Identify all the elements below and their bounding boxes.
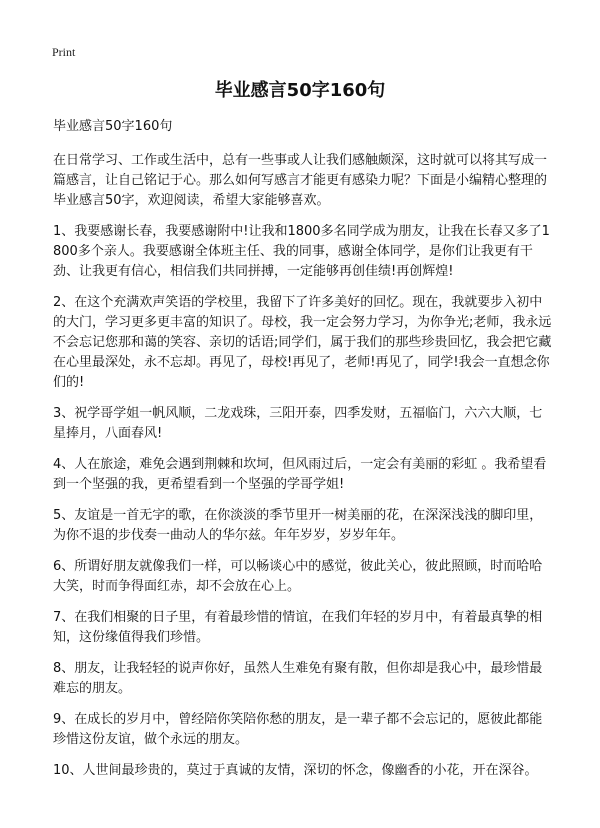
document-subtitle: 毕业感言50字160句 — [53, 119, 173, 134]
quote-paragraph-10: 10、人世间最珍贵的，莫过于真诚的友情，深切的怀念，像幽香的小花，开在深谷。 — [53, 763, 538, 778]
print-link[interactable]: Print — [52, 45, 76, 59]
document-body — [53, 151, 553, 792]
quote-paragraph-1: 1、我要感谢长春，我要感谢附中!让我和1800多名同学成为朋友，让我在长春又多了1800多个亲人。我要感谢全体班主任、我的同事，感谢全体同学，是你们让我更有干劲、让我更有信心，相信我们共同拼搏，一定能够再创佳绩!再创辉煌! — [53, 224, 550, 279]
quote-paragraph-7: 7、在我们相聚的日子里，有着最珍惜的情谊，在我们年轻的岁月中，有着最真挚的相知，这份缘值得我们珍惜。 — [53, 610, 543, 645]
quote-paragraph-5: 5、友谊是一首无字的歌，在你淡淡的季节里开一树美丽的花，在深深浅浅的脚印里，为你不退的步伐奏一曲动人的华尔兹。年年岁岁，岁岁年年。 — [53, 508, 543, 543]
quote-paragraph-6: 6、所谓好朋友就像我们一样，可以畅谈心中的感觉，彼此关心，彼此照顾，时而哈哈大笑，时而争得面红赤，却不会放在心上。 — [53, 559, 543, 594]
quote-paragraph-4: 4、人在旅途，难免会遇到荆棘和坎坷，但风雨过后，一定会有美丽的彩虹 。我希望看到一个坚强的我，更希望看到一个坚强的学哥学姐! — [53, 457, 547, 492]
intro-paragraph: 在日常学习、工作或生活中，总有一些事或人让我们感触颇深，这时就可以将其写成一篇感言，让自己铭记于心。那么如何写感言才能更有感染力呢？下面是小编精心整理的毕业感言50字，欢迎阅读，希望大家能够喜欢。 — [53, 153, 548, 208]
quote-paragraph-8: 8、朋友，让我轻轻的说声你好，虽然人生难免有聚有散，但你却是我心中，最珍惜最难忘的朋友。 — [53, 661, 543, 696]
page-title: 毕业感言50字160句 — [214, 80, 386, 101]
quote-paragraph-3: 3、祝学哥学姐一帆风顺，二龙戏珠，三阳开泰，四季发财，五福临门，六六大顺，七星捧月，八面春风! — [53, 406, 543, 441]
quote-paragraph-9: 9、在成长的岁月中，曾经陪你笑陪你愁的朋友，是一辈子都不会忘记的，愿彼此都能珍惜这份友谊，做个永远的朋友。 — [53, 712, 543, 747]
quote-paragraph-2: 2、在这个充满欢声笑语的学校里，我留下了许多美好的回忆。现在，我就要步入初中的大门，学习更多更丰富的知识了。母校，我一定会努力学习，为你争光;老师，我永远不会忘记您那和蔼的笑容、亲切的话语;同学们，属于我们的那些珍贵回忆，我会把它藏在心里最深处，永不忘却。再见了，母校!再见了，老师!再见了，同学!我会一直想念你们的! — [53, 295, 552, 390]
